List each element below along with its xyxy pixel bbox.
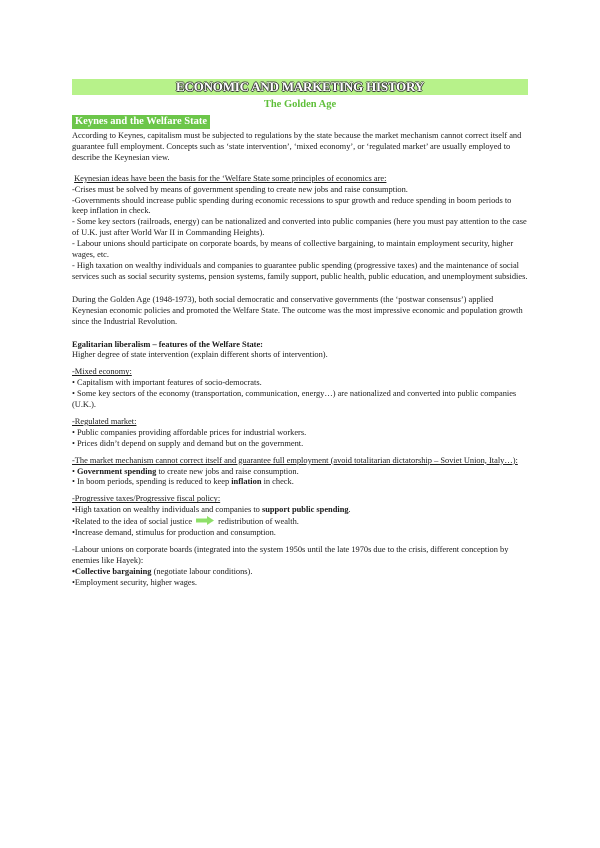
intro-paragraph: According to Keynes, capitalism must be subjected to regulations by the state because the market mechanism cannot correct itself and guarantee full employment. Concepts such as ‘state intervention’, ‘mixed economy’, or ‘regulated market’ are usually employed to describe the Keynesian view. (72, 131, 522, 162)
labour-unions-item: •Collective bargaining (negotiate labour conditions). (72, 566, 253, 576)
labour-unions-item: •Employment security, higher wages. (72, 577, 197, 587)
keynesian-item: - Some key sectors (railroads, energy) can be nationalized and converted into public companies (here you must pay attention to the case of U.K. just after World War II in Commanding Heights). (72, 217, 527, 238)
keynesian-item: - Labour unions should participate on corporate boards, by means of collective bargaining, to maintain employment security, higher wages, etc. (72, 239, 514, 260)
keynesian-item: - High taxation on wealthy individuals and companies to guarantee public spending (progressive taxes) and the maintenance of social services such as social security systems, pension systems, family support, public health, public education, and unemployment subsidies. (72, 260, 528, 281)
market-mechanism-heading: -The market mechanism cannot correct itself and guarantee full employment (avoid totalitarian dictatorship – Soviet Union, Italy…): (72, 455, 518, 465)
section-heading: Keynes and the Welfare State (72, 115, 210, 129)
progressive-taxes-heading: -Progressive taxes/Progressive fiscal policy: (72, 494, 221, 504)
keynesian-item: -Crises must be solved by means of government spending to create new jobs and raise consumption. (72, 184, 408, 194)
document-subtitle: The Golden Age (263, 99, 337, 110)
egalitarian-heading: Egalitarian liberalism – features of the Welfare State: (72, 339, 263, 349)
regulated-market-item: • Prices didn’t depend on supply and demand but on the government. (72, 438, 304, 448)
mixed-economy-item: • Capitalism with important features of socio-democrats. (72, 378, 262, 388)
mixed-economy-heading: -Mixed economy: (72, 367, 132, 377)
market-mechanism-item: • In boom periods, spending is reduced to keep inflation in check. (72, 477, 294, 487)
progressive-taxes-item: •Increase demand, stimulus for production and consumption. (72, 528, 276, 538)
document-title: ECONOMIC AND MARKETING HISTORY (72, 79, 528, 95)
golden-age-paragraph: During the Golden Age (1948-1973), both social democratic and conservative governments (the ‘postwar consensus’) applied Keynesian economic policies and promoted the Welfare State. The outcome was the most impressive economic and population growth since the Industrial Revolution. (72, 294, 523, 326)
right-arrow-icon (196, 516, 214, 525)
labour-unions-text: -Labour unions on corporate boards (integrated into the system 1950s until the late 1970s due to the crisis, different conception by enemies like Hayek): (72, 545, 509, 565)
egalitarian-text: Higher degree of state intervention (explain different shorts of intervention). (72, 350, 328, 360)
regulated-market-heading: -Regulated market: (72, 416, 137, 426)
keynesian-heading: Keynesian ideas have been the basis for the ‘Welfare State some principles of economics are: (74, 173, 387, 183)
mixed-economy-item: • Some key sectors of the economy (transportation, communication, energy…) are nationalized and converted into public companies (U.K.). (72, 389, 517, 410)
document-content (72, 79, 528, 589)
progressive-taxes-item: •Related to the idea of social justice redistribution of wealth. (72, 517, 299, 527)
keynesian-item: -Governments should increase public spending during economic recessions to spur growth and reduce spending in boom periods to keep inflation in check. (72, 195, 512, 216)
progressive-taxes-item: •High taxation on wealthy individuals and companies to support public spending. (72, 505, 351, 515)
market-mechanism-item: • Government spending to create new jobs and raise consumption. (72, 466, 299, 476)
regulated-market-item: • Public companies providing affordable prices for industrial workers. (72, 427, 307, 437)
